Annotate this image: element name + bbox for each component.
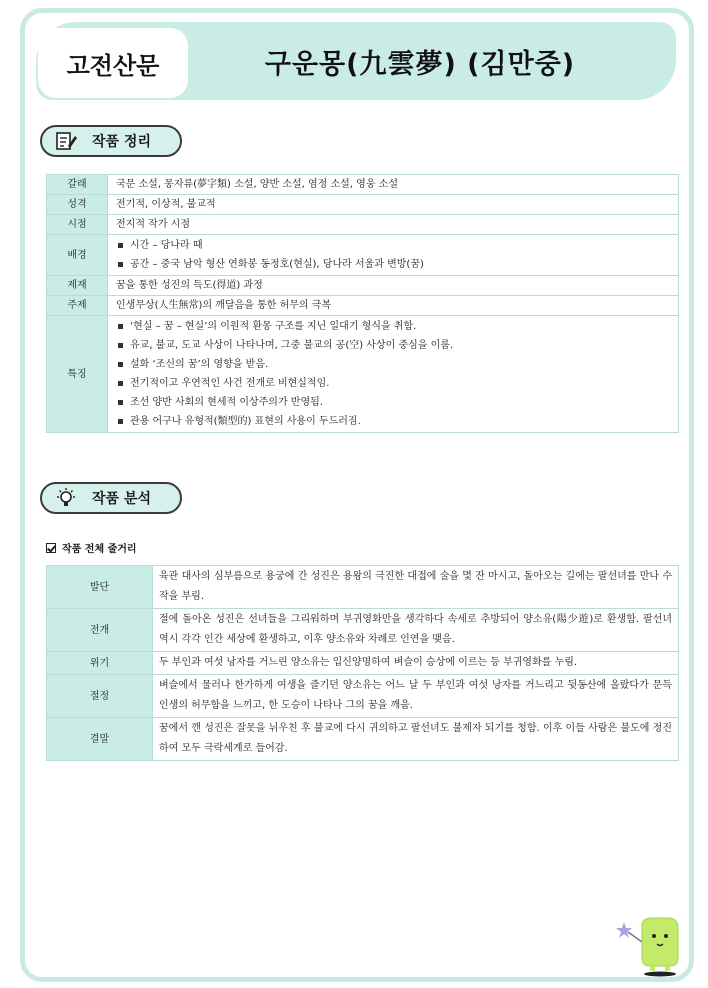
bullet-list xyxy=(116,235,670,275)
plot-heading-text: 작품 전체 줄거리 xyxy=(62,544,137,555)
green-character-mascot-icon xyxy=(612,908,688,978)
memo-pencil-icon xyxy=(54,130,78,152)
table-row xyxy=(47,235,679,276)
row-value: 전지적 작가 시점 xyxy=(108,215,679,235)
row-value: 인생무상(人生無常)의 깨달음을 통한 허무의 극복 xyxy=(108,296,679,316)
row-value: 꿈을 통한 성진의 득도(得道) 과정 xyxy=(108,276,679,296)
row-label: 결말 xyxy=(47,718,153,761)
section-title: 작품 정리 xyxy=(92,134,151,150)
table-row xyxy=(47,718,679,761)
row-label: 주제 xyxy=(47,296,108,316)
row-label: 절정 xyxy=(47,675,153,718)
page-title: 구운몽(九雲夢) (김만중) xyxy=(264,48,576,80)
row-value: 육관 대사의 심부름으로 용궁에 간 성진은 용왕의 극진한 대접에 술을 몇 잔 마시고, 돌아오는 길에는 팔선녀를 만나 수작을 부림. xyxy=(153,566,679,609)
table-row xyxy=(47,566,679,609)
section-title: 작품 분석 xyxy=(92,491,151,507)
plot-table xyxy=(46,565,679,761)
list-item: 조선 양반 사회의 현세적 이상주의가 반영됨. xyxy=(116,393,670,412)
table-row xyxy=(47,296,679,316)
list-item: 공간 – 중국 남악 형산 연화봉 동정호(현실), 당나라 서울과 변방(꿈) xyxy=(116,255,670,274)
row-value: 꿈에서 깬 성진은 잘못을 뉘우친 후 불교에 다시 귀의하고 팔선녀도 불제자 되기를 청함. 이후 이들 사람은 불도에 정진하여 모두 극락세계로 들어감. xyxy=(153,718,679,761)
section-heading-summary xyxy=(40,125,182,157)
table-row xyxy=(47,652,679,675)
table-row xyxy=(47,675,679,718)
lightbulb-icon xyxy=(54,487,78,509)
row-label: 성격 xyxy=(47,195,108,215)
row-label: 시점 xyxy=(47,215,108,235)
table-row xyxy=(47,609,679,652)
section-heading-analysis xyxy=(40,482,182,514)
row-label: 배경 xyxy=(47,235,108,276)
bullet-list xyxy=(116,316,670,432)
table-row xyxy=(47,316,679,433)
row-label: 발단 xyxy=(47,566,153,609)
plot-heading xyxy=(46,540,137,555)
row-value: 국문 소설, 몽자류(夢字類) 소설, 양반 소설, 염정 소설, 영웅 소설 xyxy=(108,175,679,195)
row-label: 특징 xyxy=(47,316,108,433)
table-row xyxy=(47,195,679,215)
list-item: 시간 – 당나라 때 xyxy=(116,236,670,255)
row-label: 위기 xyxy=(47,652,153,675)
list-item: ‘현실 – 꿈 – 현실’의 이원적 환몽 구조를 지닌 일대기 형식을 취함. xyxy=(116,317,670,336)
table-row xyxy=(47,215,679,235)
row-label: 갈래 xyxy=(47,175,108,195)
list-item: 관용 어구나 유형적(類型的) 표현의 사용이 두드러짐. xyxy=(116,412,670,431)
row-value: 벼슬에서 물러나 한가하게 여생을 즐기던 양소유는 어느 날 두 부인과 여섯 낭자를 거느리고 뒷동산에 올랐다가 문득 인생의 허무함을 느끼고, 한 도승이 나타나 그의 꿈을 깨움. xyxy=(153,675,679,718)
row-value: 두 부인과 여섯 낭자를 거느린 양소유는 입신양명하여 벼슬이 승상에 이르는 등 부귀영화를 누림. xyxy=(153,652,679,675)
list-item: 유교, 불교, 도교 사상이 나타나며, 그중 불교의 공(空) 사상이 중심을 이룸. xyxy=(116,336,670,355)
table-row xyxy=(47,175,679,195)
row-label: 제재 xyxy=(47,276,108,296)
category-tag: 고전산문 xyxy=(38,28,188,98)
row-value: 전기적, 이상적, 불교적 xyxy=(108,195,679,215)
summary-table xyxy=(46,174,679,433)
list-item: 전기적이고 우연적인 사건 전개로 비현실적임. xyxy=(116,374,670,393)
row-value: 절에 돌아온 성진은 선녀들을 그리워하며 부귀영화만을 생각하다 속세로 추방되어 양소유(陽少遊)로 환생함. 팔선녀 역시 각각 인간 세상에 환생하고, 이후 양소유와 차례로 인연을 맺음. xyxy=(153,609,679,652)
table-row xyxy=(47,276,679,296)
row-label: 전개 xyxy=(47,609,153,652)
checkbox-icon xyxy=(46,543,56,553)
list-item: 설화 ‘조신의 꿈’의 영향을 받음. xyxy=(116,355,670,374)
